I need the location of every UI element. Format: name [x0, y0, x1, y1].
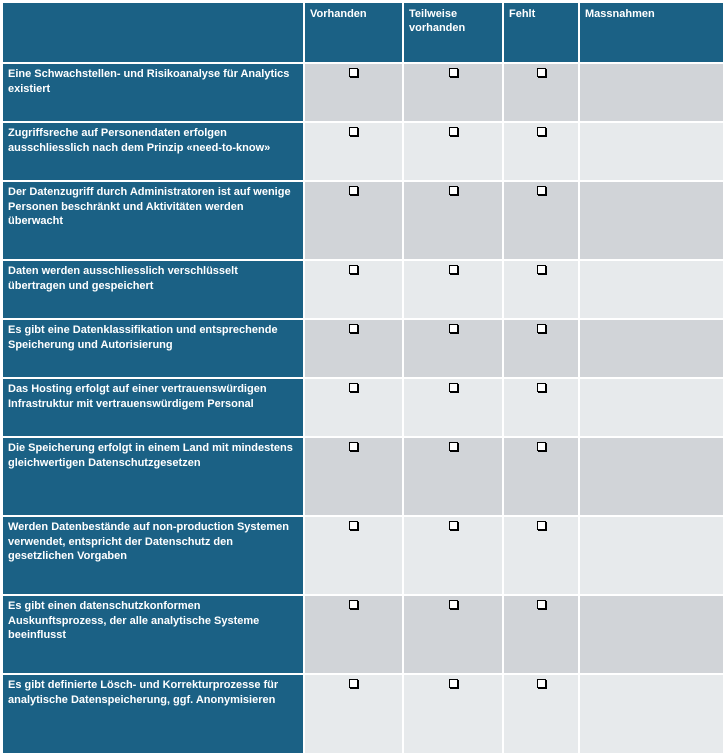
- massnahmen-cell[interactable]: [579, 674, 724, 754]
- criterion-label: Es gibt definierte Lösch- und Korrekturprozesse für analytische Datenspeicherung, ggf. Anonymisieren: [8, 679, 279, 706]
- empty-checkbox-icon[interactable]: [449, 442, 458, 451]
- massnahmen-cell[interactable]: [579, 516, 724, 595]
- empty-checkbox-icon[interactable]: [449, 521, 458, 530]
- empty-checkbox-icon[interactable]: [537, 442, 546, 451]
- criterion-label: Eine Schwachstellen- und Risikoanalyse für Analytics existiert: [8, 68, 290, 95]
- table-row: [2, 181, 724, 260]
- header-row: [2, 2, 724, 63]
- criterion-cell: [2, 63, 304, 122]
- empty-checkbox-icon[interactable]: [537, 383, 546, 392]
- checkbox-cell-vorhanden: [304, 181, 403, 260]
- criterion-cell: [2, 378, 304, 437]
- checkbox-cell-teilweise-vorhanden: [403, 516, 503, 595]
- criterion-cell: [2, 319, 304, 378]
- empty-checkbox-icon[interactable]: [349, 600, 358, 609]
- checkbox-cell-fehlt: [503, 674, 579, 754]
- checkbox-cell-fehlt: [503, 516, 579, 595]
- empty-checkbox-icon[interactable]: [449, 127, 458, 136]
- table-row: [2, 260, 724, 319]
- empty-checkbox-icon[interactable]: [449, 265, 458, 274]
- table-row: [2, 595, 724, 674]
- checkbox-cell-teilweise-vorhanden: [403, 63, 503, 122]
- table-row: [2, 122, 724, 181]
- empty-checkbox-icon[interactable]: [537, 186, 546, 195]
- criterion-label: Der Datenzugriff durch Administratoren ist auf wenige Personen beschränkt und Aktivitäten werden überwacht: [8, 186, 291, 227]
- empty-checkbox-icon[interactable]: [537, 68, 546, 77]
- empty-checkbox-icon[interactable]: [349, 68, 358, 77]
- checkbox-cell-vorhanden: [304, 122, 403, 181]
- header-empty: [2, 2, 304, 63]
- checkbox-cell-fehlt: [503, 181, 579, 260]
- header-teilweise-vorhanden: Teilweise vorhanden: [403, 2, 503, 63]
- massnahmen-cell[interactable]: [579, 437, 724, 516]
- criterion-cell: [2, 181, 304, 260]
- empty-checkbox-icon[interactable]: [537, 324, 546, 333]
- checkbox-cell-fehlt: [503, 437, 579, 516]
- empty-checkbox-icon[interactable]: [449, 68, 458, 77]
- checkbox-cell-teilweise-vorhanden: [403, 378, 503, 437]
- criterion-cell: [2, 674, 304, 754]
- criterion-cell: [2, 260, 304, 319]
- empty-checkbox-icon[interactable]: [537, 127, 546, 136]
- criterion-label: Das Hosting erfolgt auf einer vertrauenswürdigen Infrastruktur mit vertrauenswürdigem Personal: [8, 383, 267, 410]
- criterion-cell: [2, 595, 304, 674]
- empty-checkbox-icon[interactable]: [349, 324, 358, 333]
- massnahmen-cell[interactable]: [579, 378, 724, 437]
- criterion-label: Es gibt eine Datenklassifikation und entsprechende Speicherung und Autorisierung: [8, 324, 278, 351]
- empty-checkbox-icon[interactable]: [349, 442, 358, 451]
- checkbox-cell-teilweise-vorhanden: [403, 674, 503, 754]
- empty-checkbox-icon[interactable]: [349, 186, 358, 195]
- checkbox-cell-fehlt: [503, 319, 579, 378]
- header-massnahmen: Massnahmen: [579, 2, 724, 63]
- checkbox-cell-vorhanden: [304, 516, 403, 595]
- massnahmen-cell[interactable]: [579, 260, 724, 319]
- table-row: [2, 437, 724, 516]
- empty-checkbox-icon[interactable]: [349, 265, 358, 274]
- criterion-cell: [2, 122, 304, 181]
- table-row: [2, 674, 724, 754]
- checkbox-cell-teilweise-vorhanden: [403, 122, 503, 181]
- empty-checkbox-icon[interactable]: [537, 265, 546, 274]
- empty-checkbox-icon[interactable]: [537, 679, 546, 688]
- table-row: [2, 63, 724, 122]
- checkbox-cell-vorhanden: [304, 63, 403, 122]
- checkbox-cell-teilweise-vorhanden: [403, 181, 503, 260]
- criterion-cell: [2, 437, 304, 516]
- massnahmen-cell[interactable]: [579, 122, 724, 181]
- checkbox-cell-vorhanden: [304, 674, 403, 754]
- empty-checkbox-icon[interactable]: [349, 679, 358, 688]
- table-row: [2, 516, 724, 595]
- criterion-label: Daten werden ausschliesslich verschlüsselt übertragen und gespeichert: [8, 265, 238, 292]
- empty-checkbox-icon[interactable]: [449, 383, 458, 392]
- header-vorhanden: Vorhanden: [304, 2, 403, 63]
- checkbox-cell-teilweise-vorhanden: [403, 595, 503, 674]
- checkbox-cell-vorhanden: [304, 595, 403, 674]
- empty-checkbox-icon[interactable]: [349, 521, 358, 530]
- criterion-label: Werden Datenbestände auf non-production Systemen verwendet, entspricht der Datenschutz den gesetzlichen Vorgaben: [8, 521, 289, 562]
- checkbox-cell-vorhanden: [304, 378, 403, 437]
- empty-checkbox-icon[interactable]: [537, 521, 546, 530]
- empty-checkbox-icon[interactable]: [449, 600, 458, 609]
- checkbox-cell-teilweise-vorhanden: [403, 260, 503, 319]
- criterion-label: Es gibt einen datenschutzkonformen Auskunftsprozess, der alle analytische Systeme beeinflusst: [8, 600, 260, 641]
- criterion-cell: [2, 516, 304, 595]
- empty-checkbox-icon[interactable]: [449, 186, 458, 195]
- checkbox-cell-teilweise-vorhanden: [403, 437, 503, 516]
- checkbox-cell-vorhanden: [304, 319, 403, 378]
- header-fehlt: Fehlt: [503, 2, 579, 63]
- empty-checkbox-icon[interactable]: [349, 383, 358, 392]
- criterion-label: Zugriffsreche auf Personendaten erfolgen ausschliesslich nach dem Prinzip «need-to-know»: [8, 127, 271, 154]
- assessment-table: [1, 1, 725, 755]
- checkbox-cell-fehlt: [503, 260, 579, 319]
- table-row: [2, 319, 724, 378]
- checkbox-cell-fehlt: [503, 595, 579, 674]
- checkbox-cell-fehlt: [503, 378, 579, 437]
- empty-checkbox-icon[interactable]: [537, 600, 546, 609]
- checkbox-cell-fehlt: [503, 122, 579, 181]
- table-row: [2, 378, 724, 437]
- checkbox-cell-vorhanden: [304, 260, 403, 319]
- massnahmen-cell[interactable]: [579, 181, 724, 260]
- checkbox-cell-fehlt: [503, 63, 579, 122]
- empty-checkbox-icon[interactable]: [349, 127, 358, 136]
- massnahmen-cell[interactable]: [579, 319, 724, 378]
- empty-checkbox-icon[interactable]: [449, 679, 458, 688]
- checkbox-cell-teilweise-vorhanden: [403, 319, 503, 378]
- massnahmen-cell[interactable]: [579, 595, 724, 674]
- empty-checkbox-icon[interactable]: [449, 324, 458, 333]
- massnahmen-cell[interactable]: [579, 63, 724, 122]
- checkbox-cell-vorhanden: [304, 437, 403, 516]
- criterion-label: Die Speicherung erfolgt in einem Land mit mindestens gleichwertigen Datenschutzgesetzen: [8, 442, 293, 469]
